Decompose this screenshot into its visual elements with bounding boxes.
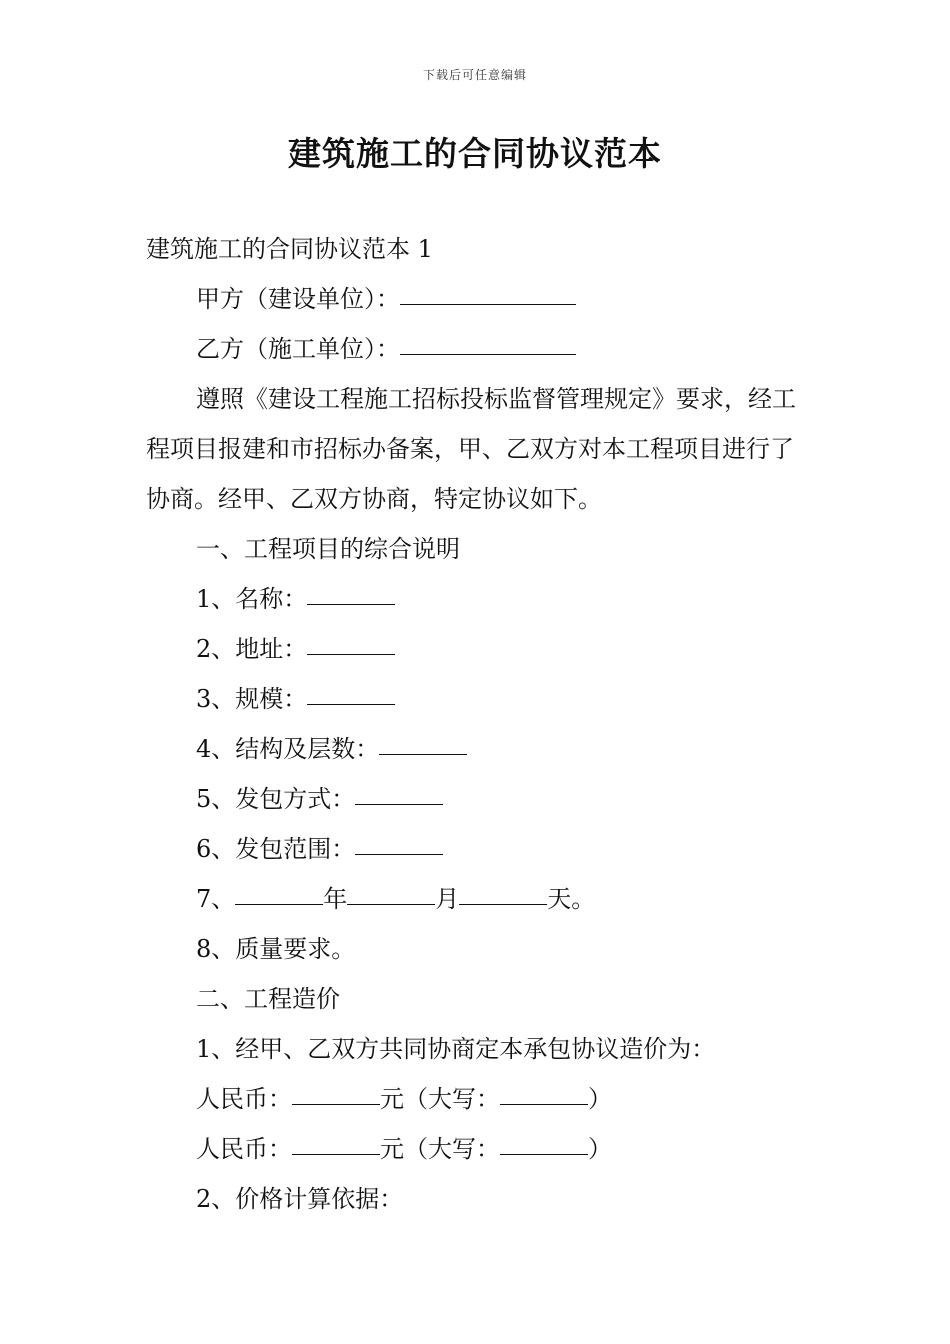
item-address-blank bbox=[307, 653, 395, 655]
item-scale-line bbox=[146, 674, 816, 724]
item-scale-label: 3、规模： bbox=[196, 685, 308, 713]
duration-day-label: 天。 bbox=[547, 885, 596, 913]
rmb-label: 人民币： bbox=[196, 1085, 292, 1113]
item-quality-line: 8、质量要求。 bbox=[196, 935, 356, 963]
header-note: 下载后可任意编辑 bbox=[422, 68, 527, 82]
item-contract-scope-label: 6、发包范围： bbox=[196, 835, 356, 863]
item-address-label: 2、地址： bbox=[196, 635, 308, 663]
yuan-label: 元（大写： bbox=[380, 1085, 500, 1113]
rmb-capital-blank bbox=[500, 1103, 588, 1105]
item-structure-label: 4、结构及层数： bbox=[196, 735, 380, 763]
part2-heading: 二、工程造价 bbox=[196, 985, 340, 1013]
item-name-line bbox=[146, 574, 816, 624]
price-intro: 1、经甲、乙双方共同协商定本承包协议造价为： bbox=[196, 1035, 716, 1063]
duration-year-label: 年 bbox=[323, 885, 348, 913]
yuan-label: 元（大写： bbox=[380, 1135, 500, 1163]
rmb-label: 人民币： bbox=[196, 1135, 292, 1163]
page-title: 建筑施工的合同协议范本 bbox=[288, 134, 662, 173]
item-contract-method-line bbox=[146, 774, 816, 824]
item-name-label: 1、名称： bbox=[196, 585, 308, 613]
duration-month-blank bbox=[347, 903, 435, 905]
intro-paragraph: 遵照《建设工程施工招标投标监督管理规定》要求，经工程项目报建和市招标办备案，甲、乙双方对本工程项目进行了协商。经甲、乙双方协商，特定协议如下。 bbox=[146, 385, 796, 513]
item-structure-line bbox=[146, 724, 816, 774]
item-contract-scope-line bbox=[146, 824, 816, 874]
item-duration-line bbox=[146, 874, 816, 924]
item-contract-method-blank bbox=[355, 803, 443, 805]
rmb-amount-blank bbox=[292, 1153, 380, 1155]
party-b-line bbox=[146, 324, 816, 374]
rmb-line-2 bbox=[146, 1124, 816, 1174]
document-body bbox=[146, 224, 816, 1224]
price-basis: 2、价格计算依据： bbox=[196, 1185, 404, 1213]
rmb-capital-blank bbox=[500, 1153, 588, 1155]
party-a-blank bbox=[400, 303, 576, 305]
part1-heading: 一、工程项目的综合说明 bbox=[196, 535, 460, 563]
party-a-line bbox=[146, 274, 816, 324]
duration-year-blank bbox=[235, 903, 323, 905]
rmb-line-1 bbox=[146, 1074, 816, 1124]
item-scale-blank bbox=[307, 703, 395, 705]
close-paren: ） bbox=[588, 1085, 612, 1113]
party-b-blank bbox=[400, 353, 576, 355]
section-title: 建筑施工的合同协议范本 1 bbox=[146, 235, 433, 263]
item-contract-scope-blank bbox=[355, 853, 443, 855]
item-address-line bbox=[146, 624, 816, 674]
rmb-amount-blank bbox=[292, 1103, 380, 1105]
close-paren: ） bbox=[588, 1135, 612, 1163]
item-name-blank bbox=[307, 603, 395, 605]
duration-month-label: 月 bbox=[435, 885, 460, 913]
party-a-label: 甲方（建设单位）： bbox=[196, 285, 400, 313]
item-duration-prefix: 7、 bbox=[196, 885, 236, 913]
item-contract-method-label: 5、发包方式： bbox=[196, 785, 356, 813]
duration-day-blank bbox=[459, 903, 547, 905]
party-b-label: 乙方（施工单位）： bbox=[196, 335, 400, 363]
item-structure-blank bbox=[379, 753, 467, 755]
